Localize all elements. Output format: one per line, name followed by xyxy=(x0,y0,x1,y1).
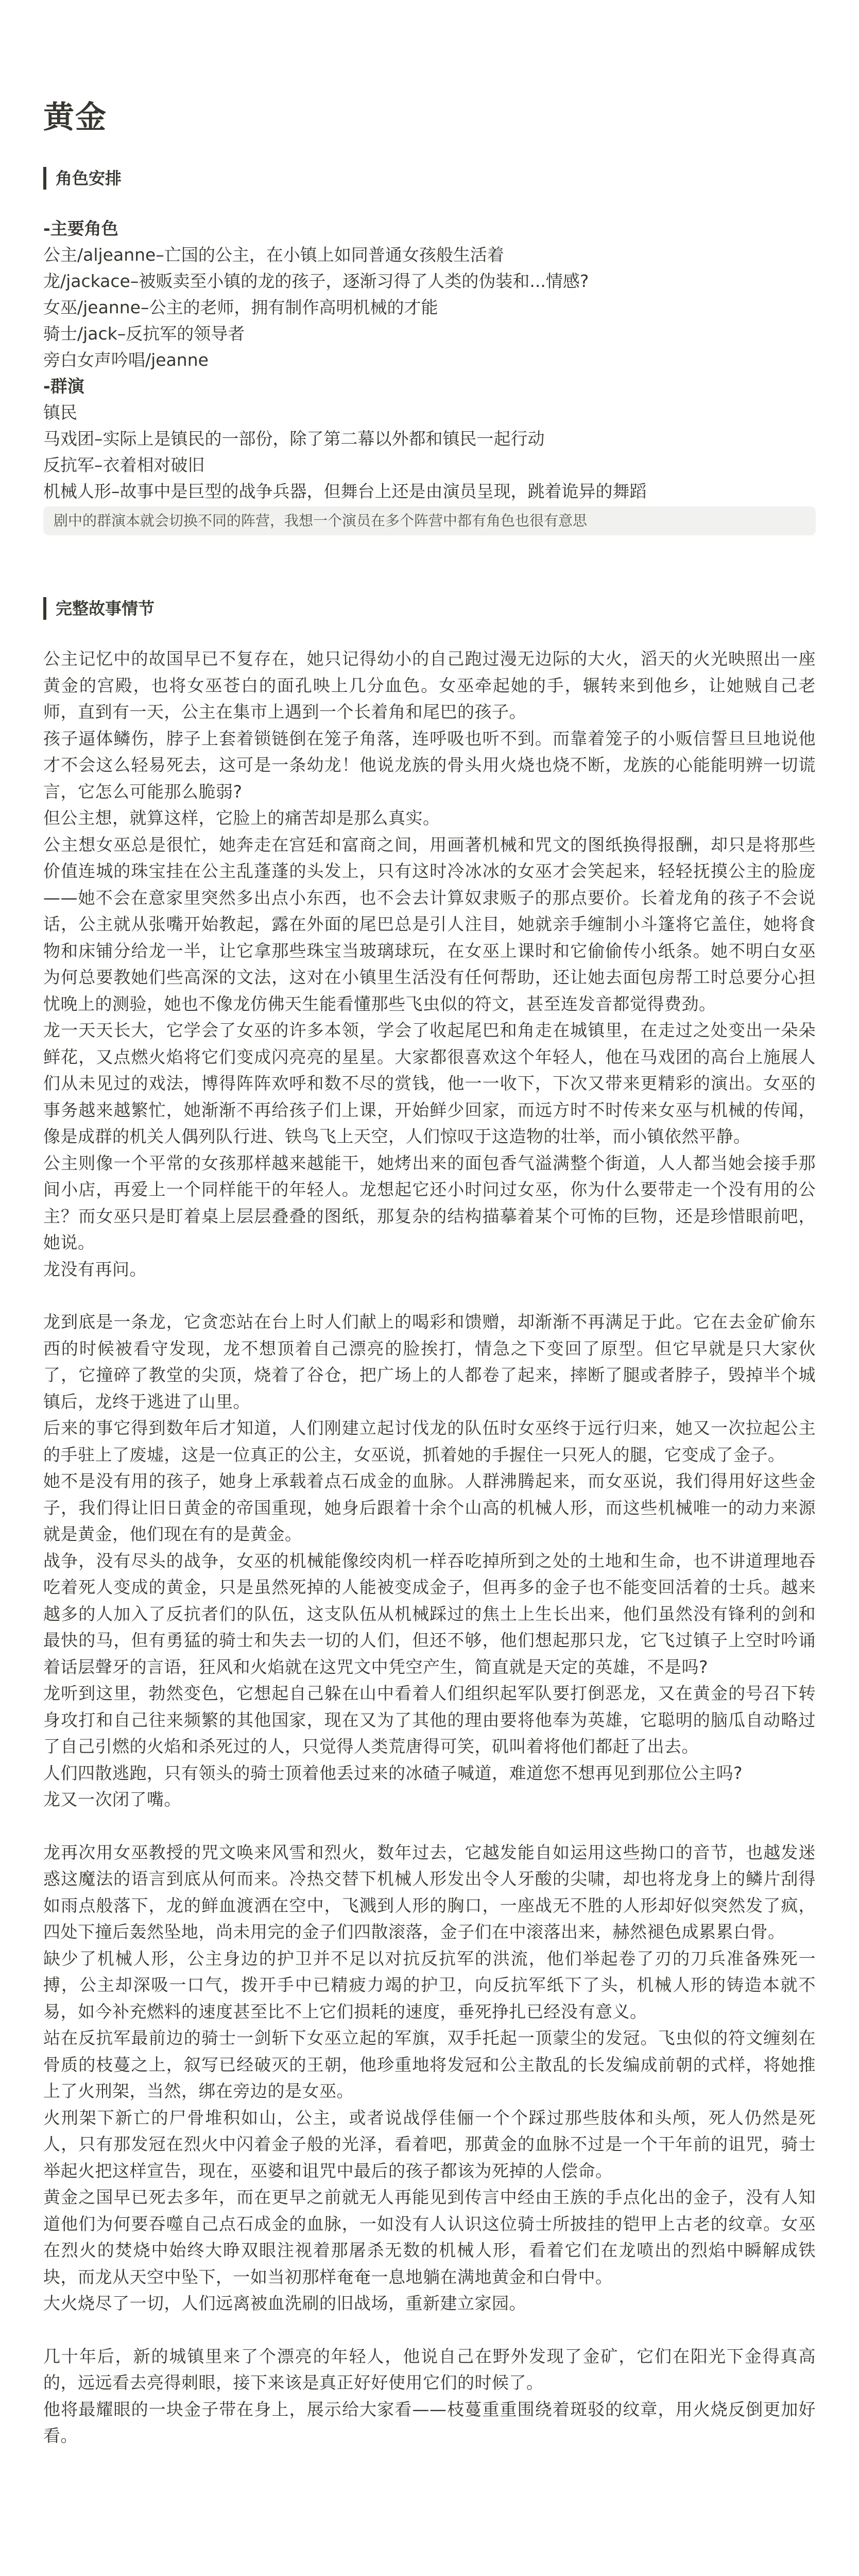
story-paragraph: 孩子逼体鳞伤，脖子上套着锁链倒在笼子角落，连呼吸也听不到。而靠着笼子的小贩信誓旦旦地说他才不会这么轻易死去，这可是一条幼龙！他说龙族的骨头用火烧也烧不断，龙族的心能能明辨一切谎言，它怎么可能那么脆弱? xyxy=(43,728,816,802)
role-line: 女巫/jeanne–公主的老师，拥有制作高明机械的才能 xyxy=(43,297,438,317)
section-heading-story: 完整故事情节 xyxy=(43,597,816,620)
story-paragraph: 后来的事它得到数年后才知道，人们刚建立起讨伐龙的队伍时女巫终于远行归来，她又一次拉起公主的手驻上了废墟，这是一位真正的公主，女巫说，抓着她的手握住一只死人的腿，它变成了金子。 xyxy=(43,1418,816,1465)
story-paragraph: 龙再次用女巫教授的咒文唤来风雪和烈火，数年过去，它越发能自如运用这些拗口的音节，也越发迷惑这魔法的语言到底从何而来。冷热交替下机械人形发出令人牙酸的尖啸，却也将龙身上的鳞片刮得如雨点般落下，龙的鲜血渡洒在空中，飞溅到人形的胸口，一座战无不胜的人形却好似突然发了疯，四处下撞后轰然坠地，尚未用完的金子们四散滚落，金子们在中滚落出来，赫然褪色成累累白骨。 xyxy=(43,1842,816,1942)
story-paragraph: 大火烧尽了一切，人们远离被血洗刷的旧战场，重新建立家园。 xyxy=(43,2293,526,2313)
story-paragraph: 战争，没有尽头的战争，女巫的机械能像绞肉机一样吞吃掉所到之处的土地和生命，也不讲道理地吞吃着死人变成的黄金，只是虽然死掉的人能被变成金子，但再多的金子也不能变回活着的士兵。越来越多的人加入了反抗者们的队伍，这支队伍从机械踩过的焦土上生长出来，他们虽然没有锋利的剑和最快的马，但有勇猛的骑士和失去一切的人们，但还不够，他们想起那只龙，它飞过镇子上空时吟诵着话层聲牙的言语，狂风和火焰就在这咒文中凭空产生，简直就是天定的英雄，不是吗? xyxy=(43,1550,816,1677)
story-paragraph: 人们四散逃跑，只有领头的骑士顶着他丢过来的冰碴子喊道，难道您不想再见到那位公主吗? xyxy=(43,1762,743,1783)
group-role-line: 反抗军–衣着相对破旧 xyxy=(43,455,205,475)
group-role-line: 机械人形–故事中是巨型的战争兵器，但舞台上还是由演员呈现，跳着诡异的舞蹈 xyxy=(43,481,647,501)
page-title: 黄金 xyxy=(43,99,107,135)
group-role-line: 镇民 xyxy=(43,402,77,422)
document-page xyxy=(43,0,816,2449)
story-paragraph: 公主想女巫总是很忙，她奔走在宫廷和富商之间，用画著机械和咒文的图纸换得报酬，却只是将那些价值连城的珠宝挂在公主乱蓬蓬的头发上，只有这时冷冰冰的女巫才会笑起来，轻轻抚摸公主的脸庞——她不会在意家里突然多出点小东西，也不会去计算奴隶贩子的那点要价。长着龙角的孩子不会说话，公主就从张嘴开始教起，露在外面的尾巴总是引人注目，她就亲手缠制小斗篷将它盖住，她将食物和床铺分给龙一半，让它拿那些珠宝当玻璃球玩，在女巫上课时和它偷偷传小纸条。她不明白女巫为何总要教她们些高深的文法，这对在小镇里生活没有任何帮助，还让她去面包房帮工时总要分心担忧晚上的测验，她也不像龙仿佛天生能看懂那些飞虫似的符文，甚至连发音都觉得费劲。 xyxy=(43,834,816,1014)
story-body xyxy=(43,646,816,2449)
story-paragraph: 龙到底是一条龙，它贪恋站在台上时人们献上的喝彩和馈赠，却渐渐不再满足于此。它在去金矿偷东西的时候被看守发现，龙不想顶着自己漂亮的脸挨打，情急之下变回了原型。但它早就是只大家伙了，它撞碎了教堂的尖顶，烧着了谷仓，把广场上的人都卷了起来，摔断了腿或者脖子，毁掉半个城镇后，龙终于逃进了山里。 xyxy=(43,1312,816,1412)
story-paragraph: 但公主想，就算这样，它脸上的痛苦却是那么真实。 xyxy=(43,808,440,828)
role-line: 骑士/jack–反抗军的领导者 xyxy=(43,324,245,344)
story-paragraph: 他将最耀眼的一块金子带在身上，展示给大家看——枝蔓重重围绕着斑驳的纹章，用火烧反倒更加好看。 xyxy=(43,2399,816,2446)
role-line: 公主/aljeanne–亡国的公主，在小镇上如同普通女孩般生活着 xyxy=(43,245,504,265)
story-paragraph: 公主则像一个平常的女孩那样越来越能干，她烤出来的面包香气溢满整个街道，人人都当她会接手那间小店，再爱上一个同样能干的年轻人。龙想起它还小时问过女巫，你为什么要带走一个没有用的公主？而女巫只是盯着桌上层层叠叠的图纸，那复杂的结构描摹着某个可怖的巨物，还是珍惜眼前吧，她说。 xyxy=(43,1153,816,1252)
story-paragraph: 几十年后，新的城镇里来了个漂亮的年轻人，他说自己在野外发现了金矿，它们在阳光下金得真高的，远远看去亮得刺眼，接下来该是真正好好使用它们的时候了。 xyxy=(43,2346,816,2393)
role-line: 龙/jackace–被贩卖至小镇的龙的孩子，逐渐习得了人类的伪装和...情感? xyxy=(43,271,589,291)
role-line: 旁白女声吟唱/jeanne xyxy=(43,350,209,370)
story-paragraph: 龙又一次闭了嘴。 xyxy=(43,1789,181,1809)
section-heading-roles: 角色安排 xyxy=(43,167,816,190)
group-roles-title: -群演 xyxy=(43,376,84,396)
story-paragraph: 龙没有再问。 xyxy=(43,1259,147,1279)
story-paragraph: 公主记忆中的故国早已不复存在，她只记得幼小的自己跑过漫无边际的大火，滔天的火光映照出一座黄金的宫殿，也将女巫苍白的面孔映上几分血色。女巫牵起她的手，辗转来到他乡，让她贼自己老师，直到有一天，公主在集市上遇到一个长着角和尾巴的孩子。 xyxy=(43,649,816,722)
section-spacer xyxy=(43,535,816,597)
story-paragraph: 龙听到这里，勃然变色，它想起自己躲在山中看着人们组织起军队要打倒恶龙，又在黄金的号召下转身攻打和自己往来频繁的其他国家，现在又为了其他的理由要将他奉为英雄，它聪明的脑瓜自动略过了自己引燃的火焰和杀死过的人，只觉得人类荒唐得可笑，矶叫着将他们都赶了出去。 xyxy=(43,1683,816,1756)
story-paragraph: 缺少了机械人形，公主身边的护卫并不足以对抗反抗军的洪流，他们举起卷了刃的刀兵准备殊死一搏，公主却深吸一口气，拨开手中已精疲力竭的护卫，向反抗军纸下了头，机械人形的铸造本就不易，如今补充燃料的速度甚至比不上它们损耗的速度，垂死挣扎已经没有意义。 xyxy=(43,1948,816,2022)
story-paragraph: 龙一天天长大，它学会了女巫的许多本领，学会了收起尾巴和角走在城镇里，在走过之处变出一朵朵鲜花，又点燃火焰将它们变成闪亮亮的星星。大家都很喜欢这个年轻人，他在马戏团的高台上施展人们从未见过的戏法，博得阵阵欢呼和数不尽的赏钱，他一一收下，下次又带来更精彩的演出。女巫的事务越来越繁忙，她渐渐不再给孩子们上课，开始鲜少回家，而远方时不时传来女巫与机械的传闻，像是成群的机关人偶列队行进、铁鸟飞上天空，人们惊叹于这造物的壮举，而小镇依然平静。 xyxy=(43,1020,816,1146)
story-paragraph: 黄金之国早已死去多年，而在更早之前就无人再能见到传言中经由王族的手点化出的金子，没有人知道他们为何要吞噬自己点石成金的血脉，一如没有人认识这位骑士所披挂的铠甲上古老的纹章。女巫在烈火的焚烧中始终大睁双眼注视着那屠杀无数的机械人形，看着它们在龙喷出的烈焰中瞬解成铁块，而龙从天空中坠下，一如当初那样奄奄一息地躺在满地黄金和白骨中。 xyxy=(43,2187,816,2287)
blank-line xyxy=(43,2317,816,2343)
roles-block xyxy=(43,215,816,504)
main-roles-title: -主要角色 xyxy=(43,218,118,239)
note-callout: 剧中的群演本就会切换不同的阵营，我想一个演员在多个阵营中都有角色也很有意思 xyxy=(43,506,816,535)
blank-line xyxy=(43,1813,816,1839)
story-paragraph: 她不是没有用的孩子，她身上承载着点石成金的血脉。人群沸腾起来，而女巫说，我们得用好这些金子，我们得让旧日黄金的帝国重现，她身后跟着十余个山高的机械人形，而这些机械唯一的动力来源就是黄金，他们现在有的是黄金。 xyxy=(43,1471,816,1544)
story-paragraph: 火刑架下新亡的尸骨堆积如山，公主，或者说战俘佳俪一个个踩过那些肢体和头颅，死人仍然是死人，只有那发冠在烈火中闪着金子般的光泽，看着吧，那黄金的血脉不过是一个干年前的诅咒，骑士举起火把这样宣告，现在，巫婆和诅咒中最后的孩子都该为死掉的人偿命。 xyxy=(43,2107,816,2181)
story-paragraph: 站在反抗军最前边的骑士一剑斩下女巫立起的军旗，双手托起一顶蒙尘的发冠。飞虫似的符文缠刻在骨质的枝蔓之上，叙写已经破灭的王朝，他珍重地将发冠和公主散乱的长发编成前朝的式样，将她推上了火刑架，当然，绑在旁边的是女巫。 xyxy=(43,2028,816,2101)
blank-line xyxy=(43,1282,816,1309)
group-role-line: 马戏团–实际上是镇民的一部份，除了第二幕以外都和镇民一起行动 xyxy=(43,429,545,449)
